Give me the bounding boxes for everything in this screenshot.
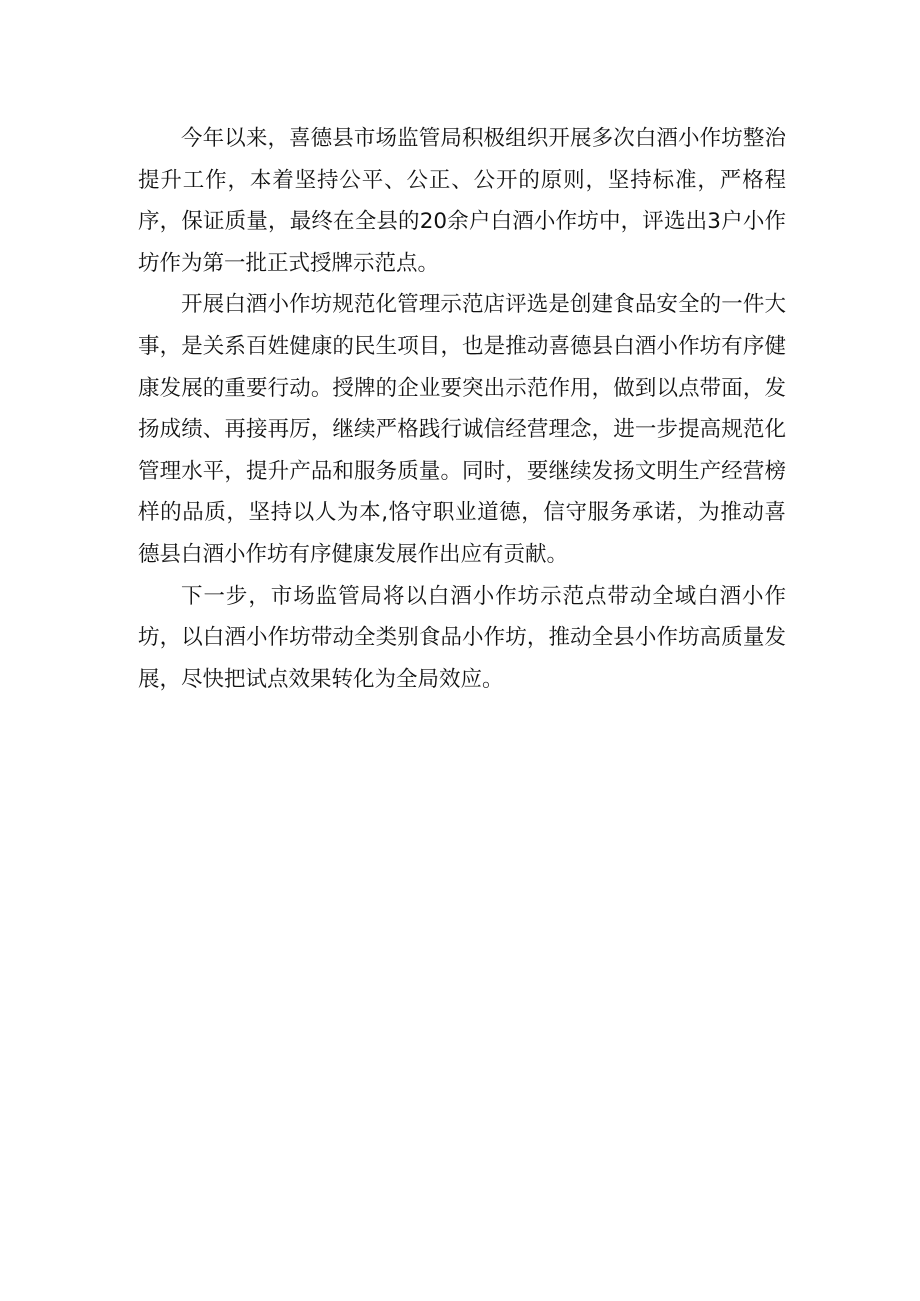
paragraph-next-steps: 下一步，市场监管局将以白酒小作坊示范点带动全域白酒小作坊，以白酒小作坊带动全类别食品小作坊，推动全县小作坊高质量发展，尽快把试点效果转化为全局效应。 (138, 583, 786, 692)
paragraph-significance: 开展白酒小作坊规范化管理示范店评选是创建食品安全的一件大事，是关系百姓健康的民生项目，也是推动喜德县白酒小作坊有序健康发展的重要行动。授牌的企业要突出示范作用，做到以点带面，发扬成绩、再接再厉，继续严格践行诚信经营理念，进一步提高规范化管理水平，提升产品和服务质量。同时，要继续发扬文明生产经营榜样的品质，坚持以人为本,恪守职业道德，信守服务承诺，为推动喜德县白酒小作坊有序健康发展作出应有贡献。 (138, 292, 786, 567)
paragraph-intro: 今年以来，喜德县市场监管局积极组织开展多次白酒小作坊整治提升工作，本着坚持公平、公正、公开的原则，坚持标准，严格程序，保证质量，最终在全县的20余户白酒小作坊中，评选出3户小作坊作为第一批正式授牌示范点。 (138, 126, 786, 276)
document-body (138, 118, 786, 700)
